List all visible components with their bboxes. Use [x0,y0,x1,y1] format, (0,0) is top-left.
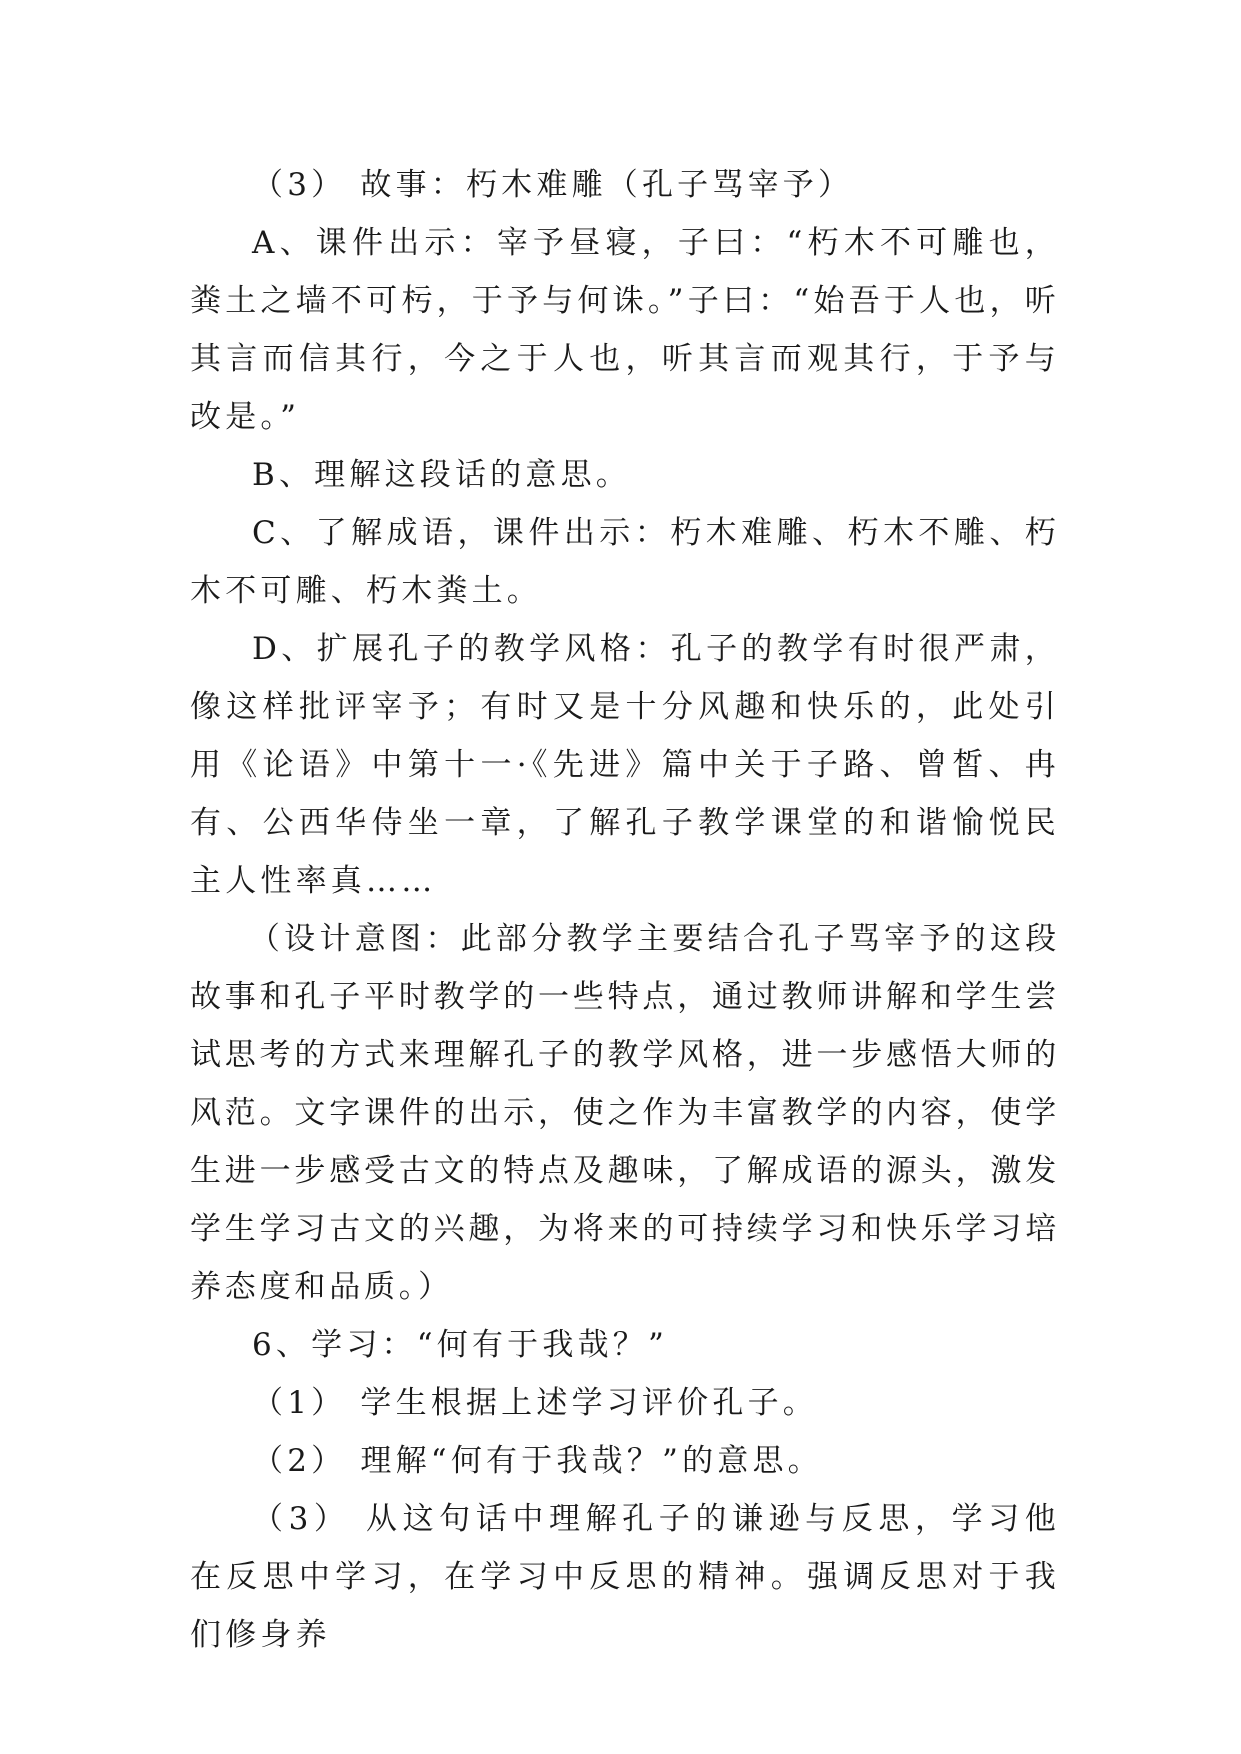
paragraph-item-c: C、了解成语，课件出示：朽木难雕、朽木不雕、朽木不可雕、朽木粪土。 [190,515,1060,609]
paragraph-section-6-item-2: （2） 理解“何有于我哉？”的意思。 [252,1443,823,1479]
document-page [190,156,1060,1664]
paragraph-section-6-heading: 6、学习：“何有于我哉？” [252,1327,669,1363]
paragraph-section-6-item-1: （1） 学生根据上述学习评价孔子。 [252,1385,818,1421]
paragraph-item-b: B、理解这段话的意思。 [252,457,631,493]
paragraph-story-heading: （3） 故事：朽木难雕（孔子骂宰予） [252,167,854,203]
paragraph-item-d: D、扩展孔子的教学风格：孔子的教学有时很严肃，像这样批评宰予；有时又是十分风趣和快乐的，此处引用《论语》中第十一·《先进》篇中关于子路、曾皙、冉有、公西华侍坐一章，了解孔子教学课堂的和谐愉悦民主人性率真…… [190,631,1060,899]
paragraph-section-6-item-3: （3） 从这句话中理解孔子的谦逊与反思，学习他在反思中学习，在学习中反思的精神。强调反思对于我们修身养 [190,1501,1060,1653]
paragraph-design-intent: （设计意图：此部分教学主要结合孔子骂宰予的这段故事和孔子平时教学的一些特点，通过教师讲解和学生尝试思考的方式来理解孔子的教学风格，进一步感悟大师的风范。文字课件的出示，使之作为丰富教学的内容，使学生进一步感受古文的特点及趣味，了解成语的源头，激发学生学习古文的兴趣，为将来的可持续学习和快乐学习培养态度和品质。） [190,921,1060,1305]
paragraph-item-a: A、课件出示：宰予昼寝，子曰：“朽木不可雕也，粪土之墙不可杇，于予与何诛。”子曰：“始吾于人也，听其言而信其行，今之于人也，听其言而观其行，于予与改是。” [190,225,1060,435]
